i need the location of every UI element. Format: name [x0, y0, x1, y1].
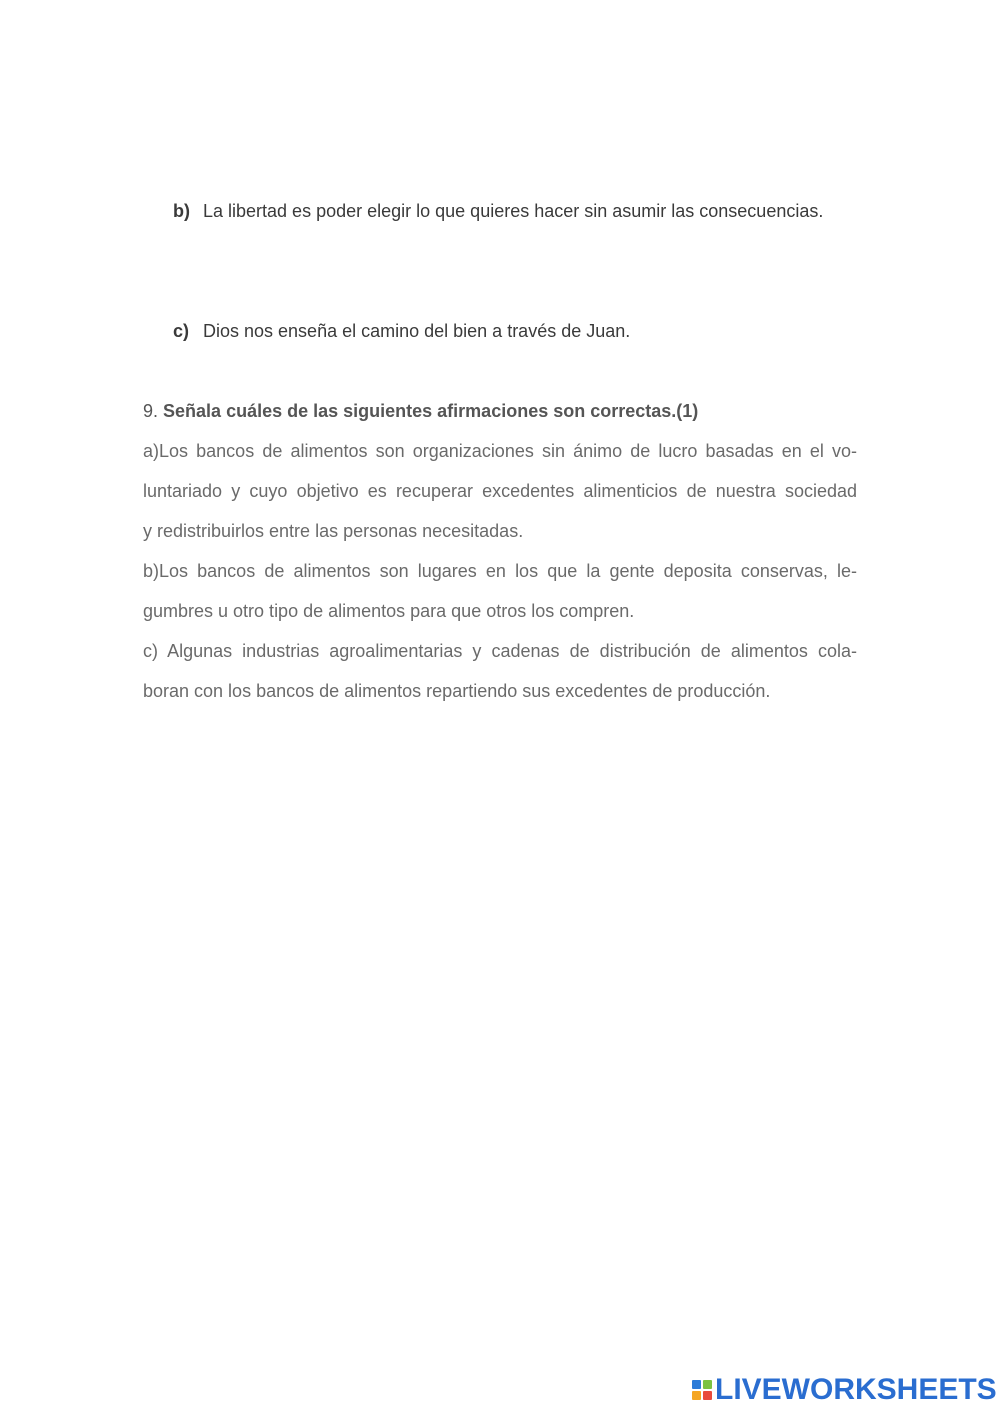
question-number: 9. — [143, 401, 159, 421]
option-line: b)Los bancos de alimentos son lugares en los que la gente deposita conservas, le- — [143, 561, 857, 581]
question-heading — [143, 401, 698, 422]
statement-letter: c) — [173, 321, 190, 341]
option-line: c) Algunas industrias agroalimentarias y cadenas de distribución de alimentos cola- — [143, 641, 857, 661]
statement-letter: b) — [173, 201, 190, 221]
option-line: y redistribuirlos entre las personas necesitadas. — [143, 521, 524, 541]
option-line: boran con los bancos de alimentos repartiendo sus excedentes de producción. — [143, 681, 771, 701]
statement-c — [173, 321, 630, 342]
statement-text: Dios nos enseña el camino del bien a través de Juan. — [203, 321, 631, 341]
option-line: luntariado y cuyo objetivo es recuperar excedentes alimenticios de nuestra sociedad — [143, 481, 857, 501]
option-line: a)Los bancos de alimentos son organizaciones sin ánimo de lucro basadas en el vo- — [143, 441, 857, 461]
liveworksheets-logo — [692, 1374, 997, 1406]
logo-text: LIVEWORKSHEETS — [715, 1373, 997, 1406]
option-line: gumbres u otro tipo de alimentos para que otros los compren. — [143, 601, 635, 621]
statement-text: La libertad es poder elegir lo que quieres hacer sin asumir las consecuencias. — [203, 201, 824, 221]
liveworksheets-logo-icon — [692, 1380, 712, 1400]
statement-b — [173, 201, 823, 222]
question-title: Señala cuáles de las siguientes afirmaciones son correctas.(1) — [163, 401, 699, 421]
